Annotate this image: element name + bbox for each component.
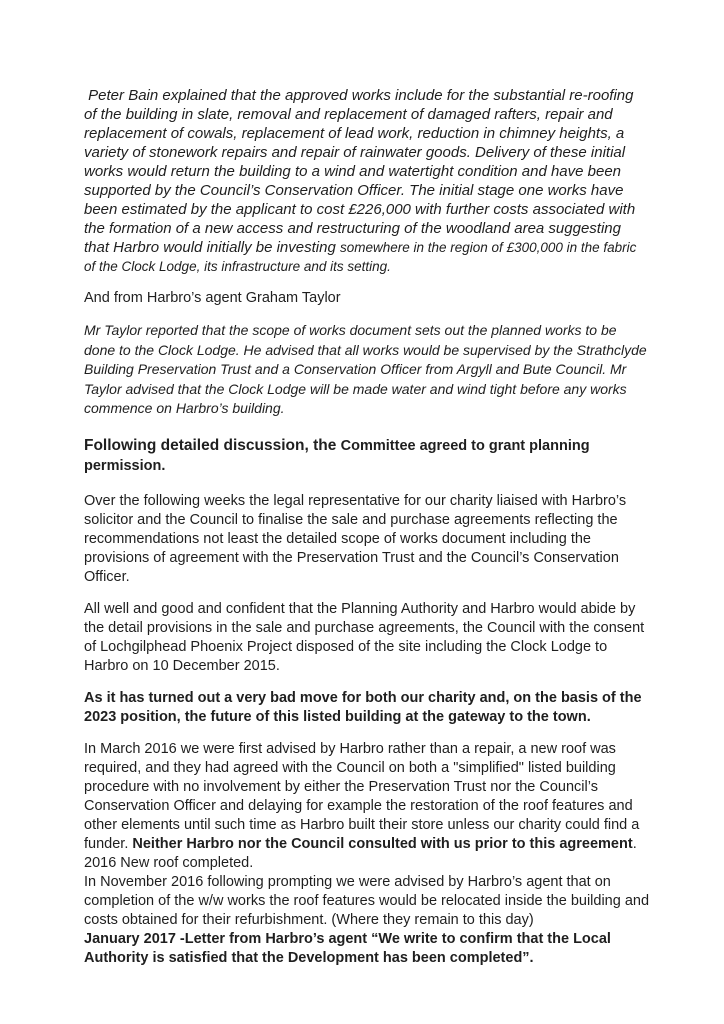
heading-committee-decision: [84, 436, 650, 476]
paragraph-march-2016: [84, 740, 650, 854]
paragraph-january-2017: January 2017 -Letter from Harbro’s agent “We write to confirm that the Local Authority is satisfied that the Development has been completed”.: [84, 930, 611, 966]
heading-run-large: Following detailed discussion, the: [84, 436, 341, 454]
text-run-period: .: [632, 835, 637, 852]
document-content: [84, 86, 650, 968]
paragraph-bad-move: As it has turned out a very bad move for both our charity and, on the basis of the 2023 position, the future of this listed building at the gateway to the town.: [84, 689, 642, 725]
line-2016-new-roof: 2016 New roof completed.: [84, 854, 254, 871]
paragraph-peter-bain: [84, 86, 650, 276]
text-run-arial-italic: Peter Bain explained that the approved works include for the substantial re-roofing of the building in slate, removal and replacement of damaged rafters, repair and replacement of cowals, replacement of lead work, reduction in chimney heights, a variety of stonework repairs and repair of rainwater goods. Delivery of these initial works would return the building to a wind and watertight condition and have been supported by the Council’s Conservation Officer. The initial stage one works have been estimated by the applicant to cost £226,000 with further costs associated with the formation of a new access and restructuring of the woodland area suggesting that Harbro would initially be investing: [84, 87, 640, 256]
paragraph-site-disposal: All well and good and confident that the Planning Authority and Harbro would abide by the detail provisions in the sale and purchase agreements, the Council with the consent of Lochgilphead Phoenix Project disposed of the site including the Clock Lodge to Harbro on 10 December 2015.: [84, 600, 645, 674]
text-run-segoe-italic: somewhere in the region of £300,000 in the fabric of the Clock Lodge, its infrastructure and its setting.: [84, 240, 641, 274]
paragraph-legal-liaison: Over the following weeks the legal representative for our charity liaised with Harbro’s solicitor and the Council to finalise the sale and purchase agreements reflecting the recommendations not least the detailed scope of works document including the provisions of agreement with the Preservation Trust and the Council’s Conservation Officer.: [84, 492, 627, 585]
paragraph-taylor-report: Mr Taylor reported that the scope of works document sets out the planned works to be done to the Clock Lodge. He advised that all works would be supervised by the Strathclyde Building Preservation Trust and a Conservation Officer from Argyll and Bute Council. Mr Taylor advised that the Clock Lodge will be made water and wind tight before any works commence on Harbro’s building.: [84, 322, 647, 416]
text-run-bold: Neither Harbro nor the Council consulted with us prior to this agreement: [132, 835, 633, 852]
text-run-regular: In March 2016 we were first advised by Harbro rather than a repair, a new roof was required, and they had agreed with the Council on both a "simplified" listed building procedure with no involvement by either the Preservation Trust nor the Council’s Conservation Officer and delaying for example the restoration of the roof features and other elements until such time as Harbro built their store unless our charity could find a funder.: [84, 740, 640, 852]
paragraph-november-2016: In November 2016 following prompting we were advised by Harbro’s agent that on completion of the w/w works the roof features would be relocated inside the building and costs obtained for their refurbishment. (Where they remain to this day): [84, 873, 650, 928]
heading-run-small: Committee agreed to grant planning permission.: [84, 437, 590, 474]
paragraph-agent-intro: And from Harbro’s agent Graham Taylor: [84, 290, 341, 306]
